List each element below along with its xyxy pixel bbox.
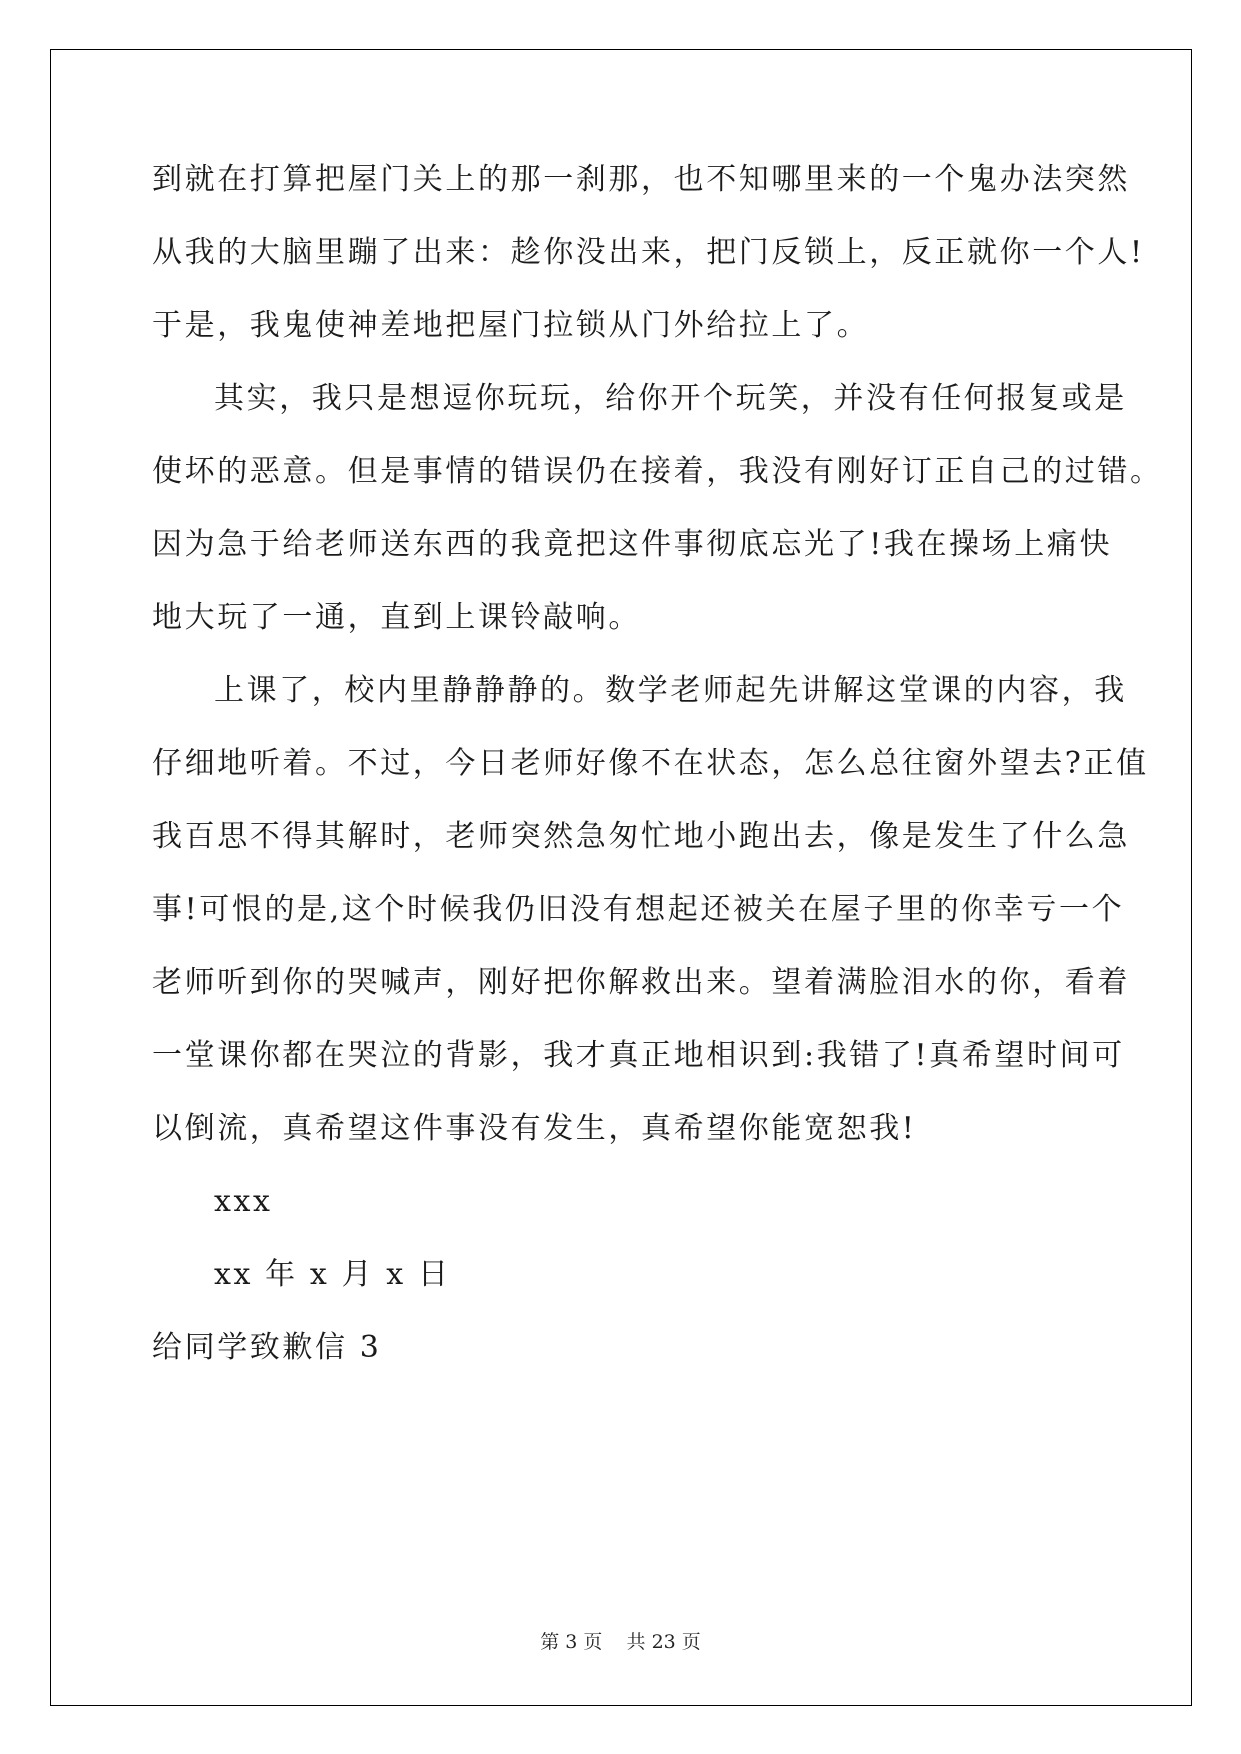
page-frame [50, 49, 1192, 1706]
body-line: 使坏的恶意。但是事情的错误仍在接着，我没有刚好订正自己的过错。 [152, 454, 1163, 489]
section-heading: 给同学致歉信 3 [152, 1330, 382, 1365]
body-line: 以倒流，真希望这件事没有发生，真希望你能宽恕我! [152, 1111, 917, 1146]
paragraph-start-line: 其实，我只是想逗你玩玩，给你开个玩笑，并没有任何报复或是 [214, 381, 1127, 416]
paragraph-start-line: 上课了，校内里静静静的。数学老师起先讲解这堂课的内容，我 [214, 673, 1127, 708]
body-line: 到就在打算把屋门关上的那一刹那，也不知哪里来的一个鬼办法突然 [152, 162, 1130, 197]
page-number: 第 3 页 共 23 页 [540, 1631, 701, 1653]
body-line: 一堂课你都在哭泣的背影，我才真正地相识到:我错了!真希望时间可 [152, 1038, 1125, 1073]
body-line: 从我的大脑里蹦了出来：趁你没出来，把门反锁上，反正就你一个人! [152, 235, 1145, 270]
body-line: 我百思不得其解时，老师突然急匆忙地小跑出去，像是发生了什么急 [152, 819, 1130, 854]
body-line: 地大玩了一通，直到上课铃敲响。 [152, 600, 641, 635]
body-line: 事!可恨的是,这个时候我仍旧没有想起还被关在屋子里的你幸亏一个 [152, 892, 1125, 927]
signature-date: xx 年 x 月 x 日 [214, 1257, 451, 1292]
body-line: 因为急于给老师送东西的我竟把这件事彻底忘光了!我在操场上痛快 [152, 527, 1113, 562]
body-line: 仔细地听着。不过，今日老师好像不在状态，怎么总往窗外望去?正值 [152, 746, 1149, 781]
body-line: 老师听到你的哭喊声，刚好把你解救出来。望着满脸泪水的你，看着 [152, 965, 1130, 1000]
signature-name: xxx [214, 1184, 273, 1219]
body-line: 于是，我鬼使神差地把屋门拉锁从门外给拉上了。 [152, 308, 870, 343]
